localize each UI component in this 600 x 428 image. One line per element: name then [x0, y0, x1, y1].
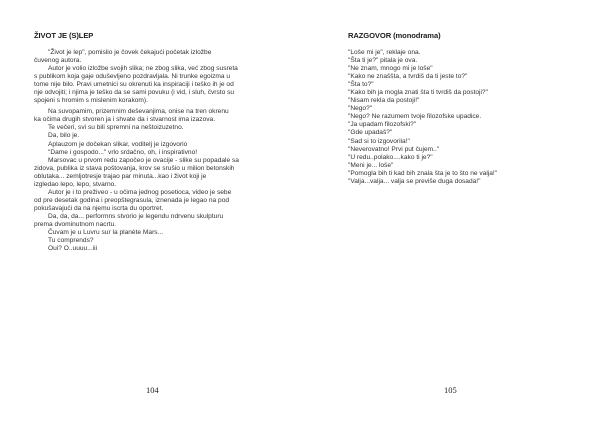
text-line: "U redu..polako....kako ti je?" [348, 153, 433, 161]
text-line: "Nego?" [348, 105, 373, 113]
text-line: Aplauzom je dočekan slikar, voditelj je izgovorio [48, 140, 188, 148]
text-line: "Kako ne znaššta, a tvrdiš da ti jeste to?" [348, 73, 468, 81]
text-line: Oui? O..uuuu...iii [48, 245, 98, 253]
text-line: "Ja upadam filozofski?" [348, 121, 417, 129]
text-line: zidova, publika iz stava poštovanja, krov se srušio u milion betonskih [34, 164, 235, 172]
page-number: 105 [444, 385, 457, 395]
text-line: Tu comprends? [48, 237, 94, 245]
text-line: od pre desetak godina i preopštegrasula, iznenada je legao na pod [34, 196, 230, 204]
text-line: "Šta to?" [348, 81, 374, 89]
text-line: "Ne znam, mnogo mi je loše" [348, 65, 433, 73]
text-line: "Neverovatno! Prvi put čujem.." [348, 145, 440, 153]
text-line: ka očima drugih stvoren ja i shvate da i stvarnost ima izazova. [34, 116, 216, 124]
text-line: prema dvominutnom nacrtu. [34, 220, 117, 228]
text-line: "Život je lep", pomislio je čovek čekajući početak izložbe [48, 49, 212, 56]
text-line: "Valja...valja... valja se previše duga dosada!" [348, 177, 481, 185]
text-line: Da, bilo je. [48, 132, 80, 140]
text-line: "Šta ti je?" pitala je ova. [348, 57, 418, 65]
text-line: "Loše mi je", reklaje ona. [348, 49, 421, 56]
dialogue-text [348, 49, 584, 186]
text-line: "Nisam rekla da postoji!" [348, 97, 420, 105]
page-title: ŽIVOT JE (S)LEP [34, 31, 94, 40]
text-line: Na suvopamim, prizemnim deševanjima, onise na tren okrenu [48, 108, 229, 116]
text-line: "Kako bih ja mogla znati šta ti tvrdiš da postoji?" [348, 89, 488, 97]
text-line: s publikom koja gaje oduševljeno pozdravljala. Ni trunke egoizma u [34, 73, 231, 81]
text-line: "Meni je... loše" [348, 161, 394, 169]
right-page [300, 0, 600, 428]
text-line: pokušavajući da na njemu iscrta du oportret. [34, 204, 164, 212]
text-line: Autor je volio izložbe svojih slika; ne zbog slika, već zbog susreta [48, 65, 238, 73]
text-line: spojeni s hromim s mislenim korakom). [34, 97, 148, 105]
text-line: tome nije bilo. Pravi umetnici su okrenuti ka inspiraciji i teško ih je od [34, 81, 234, 89]
text-line: "Dame i gospodo..." vrlo srdačno, oh, i inspirativno! [48, 148, 198, 156]
text-line: "Gde upadaš?" [348, 129, 393, 137]
text-line: Te večeri, svi su bili spremni na neštoizuzetno. [48, 124, 184, 132]
story-text [34, 49, 270, 253]
text-line: Čuvam je u Luvru sur la planète Mars... [48, 229, 164, 237]
text-line: Marsovac u prvom redu započeo je ovacije - slike su popadale sa [48, 156, 239, 164]
text-line: Autor je i to preživeo - u očima jednog posetioca, video je sebe [48, 188, 232, 196]
text-line: čuvenog autora. [34, 57, 82, 65]
text-line: "Sad si to izgovorila!" [348, 137, 410, 145]
text-line: Da, da, da... performns stvorio je legendu ndrvenu skulpturu [48, 212, 224, 220]
page-number: 104 [146, 385, 159, 395]
text-line: "Nego? Ne razumem tvoje filozofske upadice. [348, 113, 482, 121]
page-title: RAZGOVOR (monodrama) [348, 31, 441, 40]
text-line: nje odvojiti; i njima je teško da se sami povuku (i vid, i sluh, čvrsto su [34, 89, 235, 97]
text-line: izgledao lepo, lepo, stvarno. [34, 180, 117, 188]
text-line: "Pomogla bih ti kad bih znala šta je to što ne valja!" [348, 169, 498, 177]
text-line: oblutaka... zemljotresje trajao par minuta...kao i život koji je [34, 172, 207, 180]
